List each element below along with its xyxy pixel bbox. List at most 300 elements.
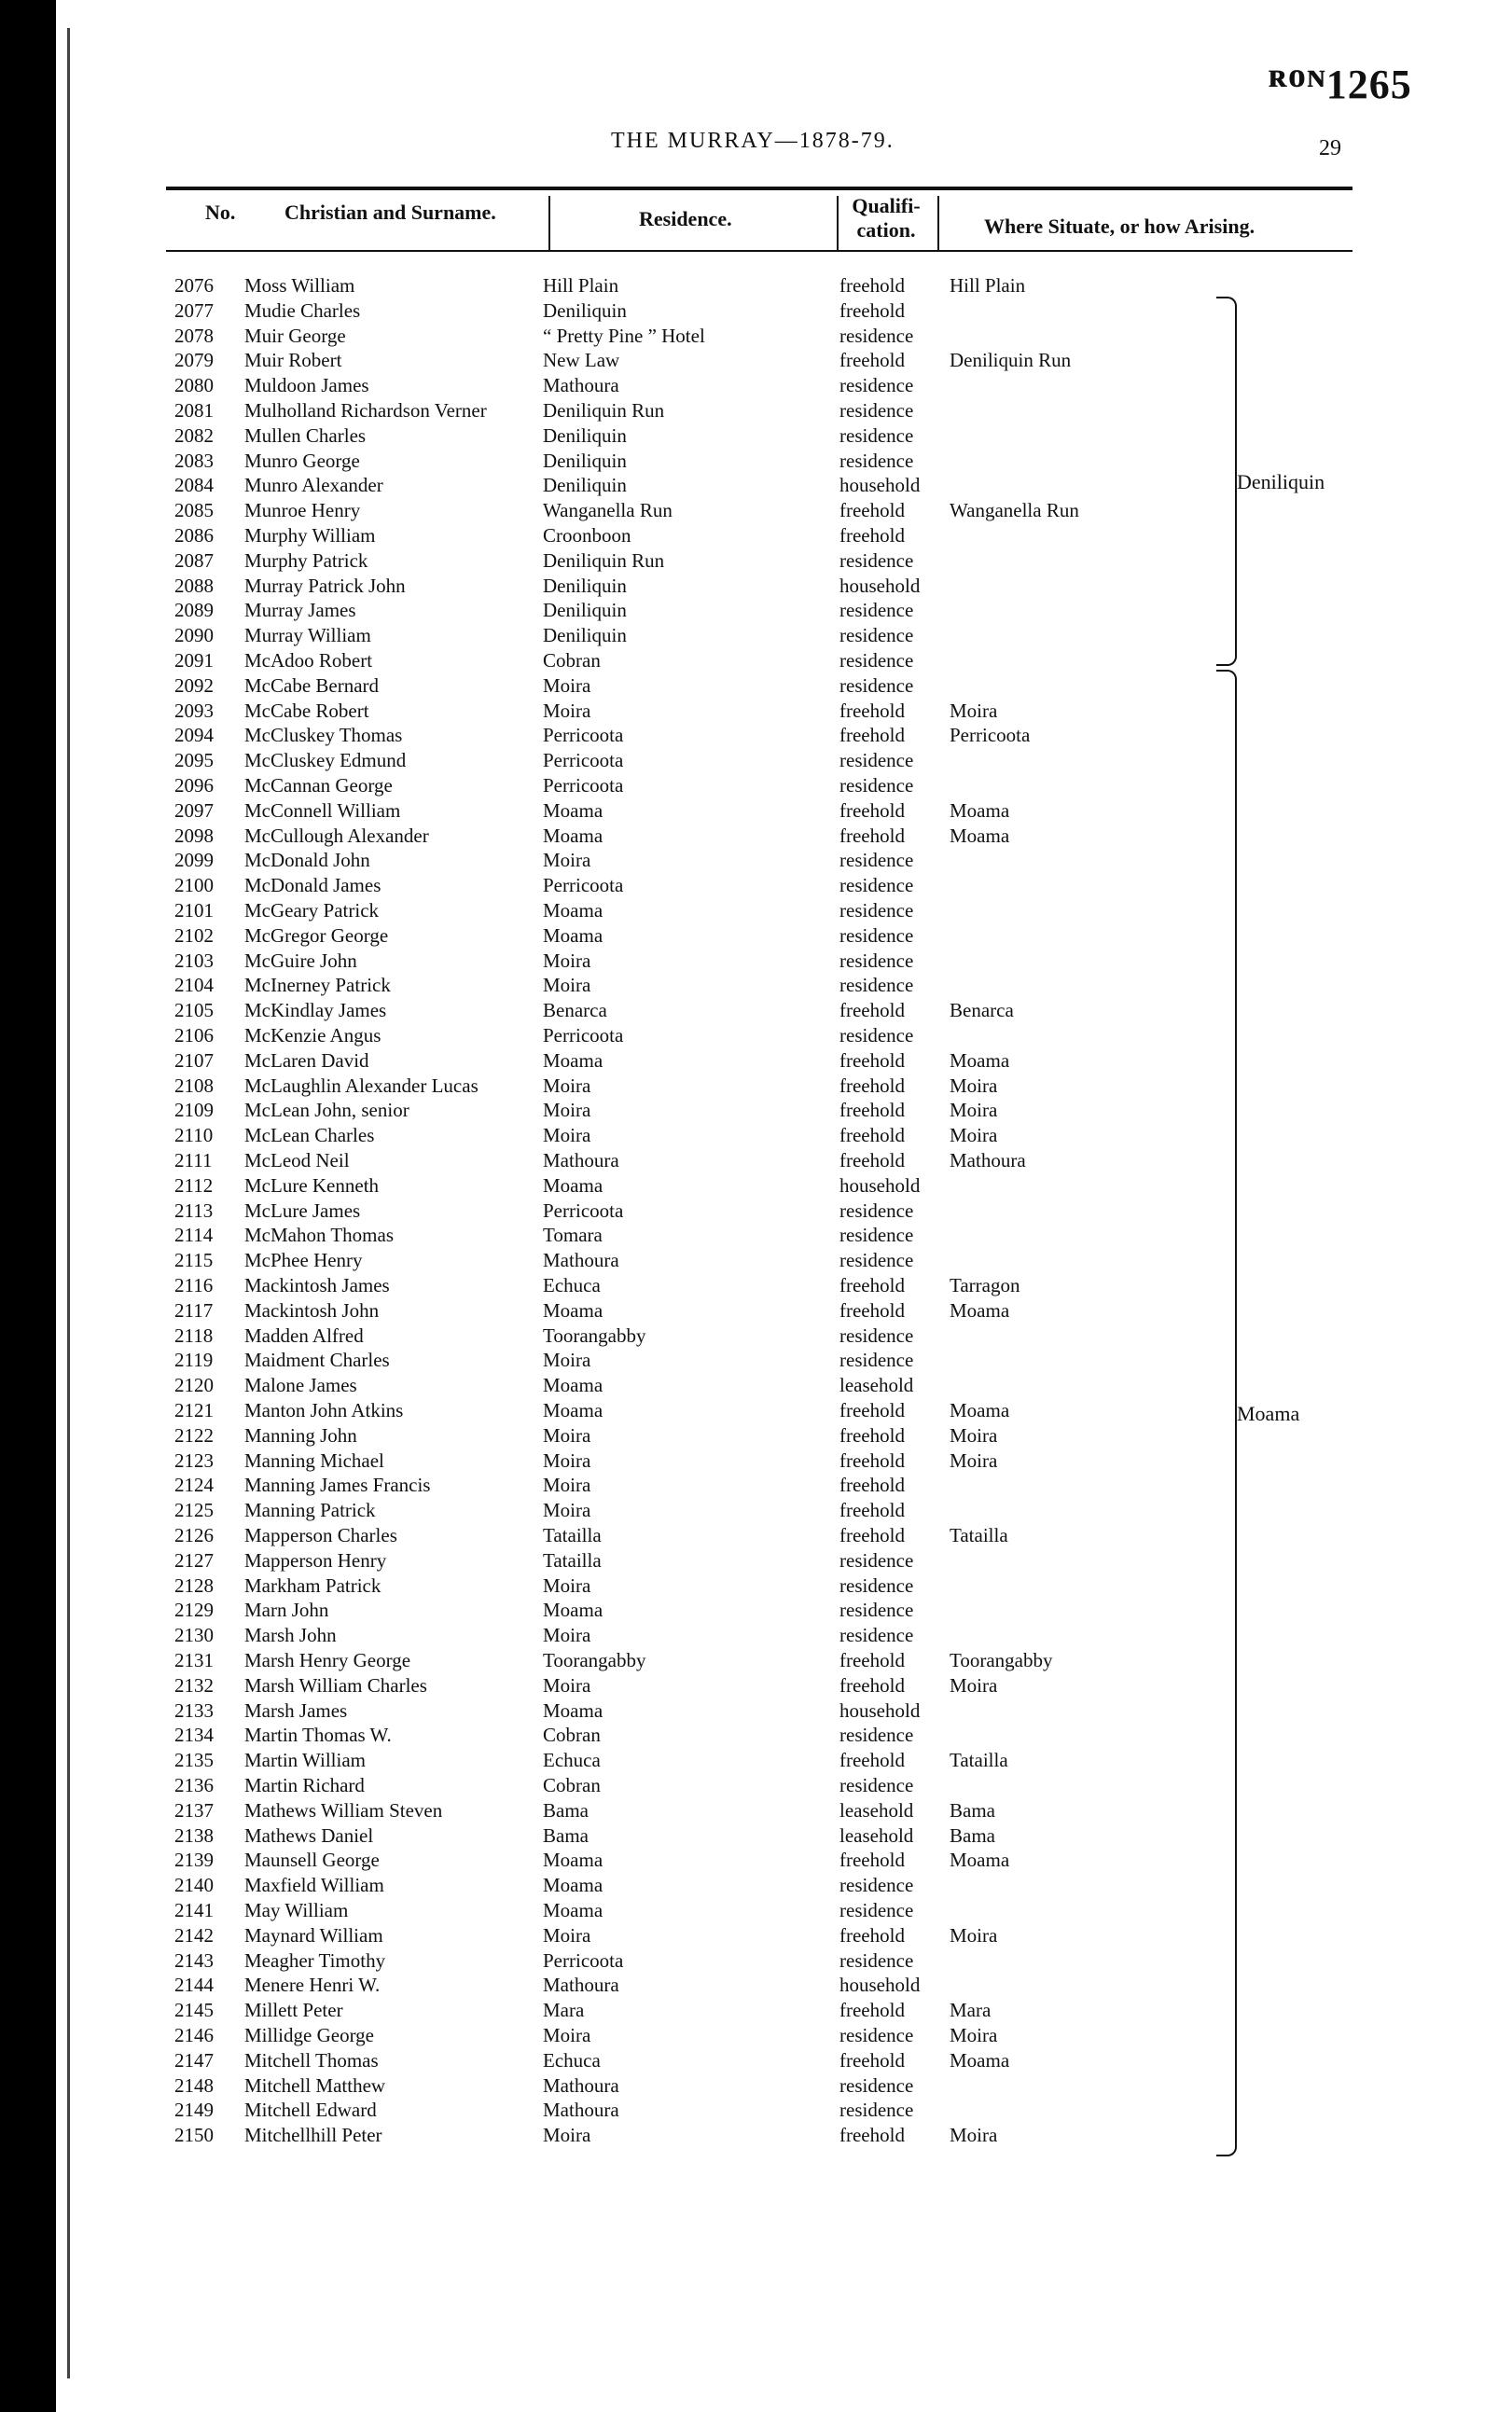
entry-where-situate: Hill Plain (950, 274, 1026, 297)
entry-number: 2081 (174, 399, 214, 422)
table-row (0, 498, 1455, 523)
entry-residence: Deniliquin (543, 298, 627, 322)
table-row (0, 923, 1455, 949)
entry-qualification: residence (839, 1624, 914, 1647)
entry-number: 2093 (174, 699, 214, 722)
entry-qualification: residence (839, 1349, 914, 1372)
entry-name: Mullen Charles (244, 423, 367, 447)
entry-residence: Perricoota (543, 1948, 624, 1972)
col-header-residence: Residence. (639, 207, 732, 230)
entry-number: 2083 (174, 449, 214, 472)
entry-name: Martin Richard (244, 1774, 365, 1796)
entry-residence: Moira (543, 1124, 591, 1147)
table-row (0, 1648, 1455, 1673)
table-row (0, 1273, 1455, 1298)
entry-number: 2135 (174, 1749, 214, 1772)
entry-number: 2136 (174, 1774, 214, 1796)
entry-residence: Mathoura (543, 374, 619, 397)
entry-number: 2079 (174, 349, 214, 372)
entry-residence: Moama (543, 1298, 603, 1322)
table-row (0, 598, 1455, 623)
entry-residence: Echuca (543, 1749, 601, 1772)
entry-number: 2087 (174, 548, 214, 572)
entry-name: McInerney Patrick (244, 974, 391, 997)
entry-qualification: residence (839, 1324, 914, 1347)
entry-qualification: freehold (839, 999, 905, 1022)
entry-number: 2124 (174, 1474, 214, 1497)
entry-name: Mapperson Henry (244, 1548, 387, 1572)
entry-residence: Perricoota (543, 1024, 624, 1047)
entry-name: Manton John Atkins (244, 1399, 404, 1421)
entry-name: Mitchellhill Peter (244, 2124, 382, 2147)
entry-number: 2098 (174, 824, 214, 847)
entry-residence: Wanganella Run (543, 499, 673, 522)
table-row (0, 523, 1455, 548)
entry-name: Muir George (244, 324, 346, 347)
entry-residence: Mathoura (543, 1974, 619, 1997)
table-row (0, 1948, 1455, 1974)
entry-name: Mitchell Matthew (244, 2073, 386, 2097)
entry-qualification: freehold (839, 1449, 905, 1472)
entry-qualification: household (839, 474, 921, 497)
page-number: 29 (1319, 136, 1341, 160)
table-row (0, 398, 1455, 423)
entry-name: Mathews Daniel (244, 1823, 374, 1847)
entry-number: 2116 (174, 1274, 214, 1296)
entry-qualification: residence (839, 649, 914, 672)
entry-number: 2112 (174, 1173, 214, 1197)
entry-name: McGuire John (244, 949, 357, 972)
entry-residence: Moama (543, 1698, 603, 1722)
entry-number: 2078 (174, 324, 214, 347)
entry-name: Markham Patrick (244, 1573, 381, 1597)
entry-name: Marsh John (244, 1624, 337, 1647)
entry-name: Mulholland Richardson Verner (244, 399, 487, 422)
table-row (0, 1173, 1455, 1199)
district-brace (1216, 670, 1237, 2156)
entry-number: 2076 (174, 274, 214, 297)
table-row (0, 1373, 1455, 1398)
entry-number: 2099 (174, 849, 214, 872)
entry-qualification: freehold (839, 1923, 905, 1947)
entry-name: Manning Michael (244, 1449, 384, 1472)
district-brace (1216, 297, 1237, 666)
entry-where-situate: Tatailla (950, 1749, 1008, 1772)
entry-qualification: leasehold (839, 1798, 914, 1822)
entry-name: Maidment Charles (244, 1349, 390, 1372)
entry-qualification: residence (839, 599, 914, 622)
entry-qualification: residence (839, 774, 914, 797)
entry-name: McLaren David (244, 1048, 369, 1072)
table-row (0, 423, 1455, 449)
table-row (0, 1023, 1455, 1048)
entry-name: McCabe Bernard (244, 673, 380, 697)
table-row (0, 1973, 1455, 1998)
entry-name: Murphy Patrick (244, 548, 368, 572)
entry-name: McLean John, senior (244, 1099, 409, 1122)
entry-qualification: freehold (839, 724, 905, 747)
entry-number: 2134 (174, 1724, 214, 1747)
entry-qualification: residence (839, 399, 914, 422)
entry-number: 2129 (174, 1599, 214, 1622)
entry-number: 2119 (174, 1349, 214, 1372)
entry-residence: Cobran (543, 1724, 601, 1747)
entry-number: 2132 (174, 1673, 214, 1697)
entry-number: 2106 (174, 1024, 214, 1047)
entry-qualification: freehold (839, 1649, 905, 1671)
entry-residence: Moira (543, 1099, 591, 1122)
entry-number: 2092 (174, 673, 214, 697)
entry-residence: Croonboon (543, 524, 631, 547)
table-row (0, 373, 1455, 398)
entry-residence: Moira (543, 974, 591, 997)
entry-name: McKindlay James (244, 999, 387, 1022)
entry-name: McKenzie Angus (244, 1024, 381, 1047)
entry-qualification: household (839, 574, 921, 597)
col-divider (837, 196, 839, 252)
entry-where-situate: Moama (950, 1048, 1010, 1072)
entry-name: Munro Alexander (244, 474, 383, 497)
entry-number: 2144 (174, 1974, 214, 1997)
entry-residence: Moama (543, 1399, 603, 1421)
entry-residence: Deniliquin (543, 574, 627, 597)
table-row (0, 748, 1455, 773)
table-row (0, 1098, 1455, 1123)
table-row (0, 273, 1455, 298)
entry-residence: Deniliquin (543, 599, 627, 622)
district-label: Moama (1237, 1402, 1300, 1425)
entry-qualification: freehold (839, 2048, 905, 2072)
entry-residence: Mathoura (543, 1149, 619, 1171)
col-divider (548, 196, 550, 252)
table-row (0, 623, 1455, 648)
entry-qualification: residence (839, 949, 914, 972)
entry-where-situate: Moira (950, 1923, 998, 1947)
table-row (0, 1673, 1455, 1698)
entry-qualification: freehold (839, 1298, 905, 1322)
entry-where-situate: Perricoota (950, 724, 1031, 747)
entry-name: McCannan George (244, 774, 393, 797)
entry-number: 2130 (174, 1624, 214, 1647)
entry-name: Mitchell Thomas (244, 2048, 379, 2072)
entry-qualification: freehold (839, 349, 905, 372)
table-row (0, 1848, 1455, 1873)
entry-residence: Benarca (543, 999, 607, 1022)
entry-number: 2115 (174, 1249, 214, 1272)
entry-qualification: residence (839, 449, 914, 472)
entry-qualification: leasehold (839, 1374, 914, 1397)
entry-qualification: residence (839, 2073, 914, 2097)
entry-qualification: freehold (839, 798, 905, 822)
entry-number: 2145 (174, 1999, 214, 2022)
entry-qualification: residence (839, 1024, 914, 1047)
entry-residence: Mara (543, 1999, 585, 2022)
entry-residence: Moira (543, 1074, 591, 1097)
entry-name: McLeod Neil (244, 1149, 350, 1171)
entry-where-situate: Moama (950, 2048, 1010, 2072)
entry-name: Millett Peter (244, 1999, 343, 2022)
entry-number: 2137 (174, 1798, 214, 1822)
table-row (0, 1923, 1455, 1948)
table-row (0, 723, 1455, 748)
entry-where-situate: Moama (950, 1298, 1010, 1322)
entry-qualification: freehold (839, 1749, 905, 1772)
entry-residence: Cobran (543, 1774, 601, 1796)
entry-number: 2082 (174, 423, 214, 447)
entry-where-situate: Wanganella Run (950, 499, 1079, 522)
table-row (0, 798, 1455, 824)
table-row (0, 298, 1455, 324)
entry-residence: Moira (543, 1673, 591, 1697)
entry-number: 2100 (174, 874, 214, 897)
entry-where-situate: Deniliquin Run (950, 349, 1072, 372)
table-row (0, 2123, 1455, 2148)
entry-name: McConnell William (244, 798, 401, 822)
table-row (0, 1773, 1455, 1798)
col-header-qualification: Qualifi-cation. (852, 194, 921, 242)
table-row (0, 898, 1455, 923)
table-row (0, 1048, 1455, 1074)
entry-qualification: residence (839, 673, 914, 697)
entry-number: 2091 (174, 649, 214, 672)
entry-name: McCluskey Edmund (244, 749, 407, 772)
entry-name: McLaughlin Alexander Lucas (244, 1074, 479, 1097)
entry-residence: Moira (543, 1573, 591, 1597)
entry-name: McLean Charles (244, 1124, 375, 1147)
entry-residence: Moama (543, 1874, 603, 1897)
entry-where-situate: Toorangabby (950, 1649, 1053, 1671)
entry-name: Murphy William (244, 524, 376, 547)
table-row (0, 2098, 1455, 2123)
entry-residence: Moira (543, 949, 591, 972)
entry-residence: Moama (543, 923, 603, 947)
entry-qualification: household (839, 1698, 921, 1722)
table-row (0, 2023, 1455, 2048)
entry-residence: Toorangabby (543, 1324, 646, 1347)
entry-qualification: residence (839, 624, 914, 647)
entry-qualification: residence (839, 548, 914, 572)
entry-number: 2108 (174, 1074, 214, 1097)
table-row (0, 949, 1455, 974)
entry-name: Mackintosh John (244, 1298, 380, 1322)
entry-number: 2147 (174, 2048, 214, 2072)
entry-number: 2125 (174, 1499, 214, 1522)
entry-residence: Moira (543, 2024, 591, 2046)
table-row (0, 1548, 1455, 1573)
entry-where-situate: Moira (950, 1673, 998, 1697)
entry-where-situate: Moira (950, 1423, 998, 1447)
running-title: THE MURRAY—1878-79. (611, 129, 895, 153)
table-row (0, 1348, 1455, 1373)
entry-name: McGeary Patrick (244, 899, 380, 922)
entry-number: 2117 (174, 1298, 214, 1322)
entry-name: Martin Thomas W. (244, 1724, 392, 1747)
entry-number: 2085 (174, 499, 214, 522)
entry-number: 2089 (174, 599, 214, 622)
entry-qualification: residence (839, 2099, 914, 2122)
entry-number: 2109 (174, 1099, 214, 1122)
entry-qualification: freehold (839, 1149, 905, 1171)
entry-residence: Toorangabby (543, 1649, 646, 1671)
table-row (0, 1498, 1455, 1523)
table-row (0, 1623, 1455, 1648)
entry-number: 2101 (174, 899, 214, 922)
entry-qualification: freehold (839, 1499, 905, 1522)
entry-qualification: freehold (839, 1124, 905, 1147)
entry-where-situate: Moama (950, 798, 1010, 822)
entry-where-situate: Bama (950, 1798, 995, 1822)
entry-where-situate: Moama (950, 1849, 1010, 1872)
entry-qualification: freehold (839, 1524, 905, 1546)
table-row (0, 1324, 1455, 1349)
entry-qualification: freehold (839, 524, 905, 547)
table-row (0, 1823, 1455, 1849)
entry-residence: Moira (543, 1923, 591, 1947)
entry-number: 2138 (174, 1823, 214, 1847)
entry-name: Munroe Henry (244, 499, 361, 522)
entry-where-situate: Moira (950, 699, 998, 722)
entry-number: 2131 (174, 1649, 214, 1671)
entry-qualification: leasehold (839, 1823, 914, 1847)
entry-where-situate: Moira (950, 1124, 998, 1147)
entry-residence: Perricoota (543, 724, 624, 747)
entry-qualification: residence (839, 2024, 914, 2046)
entry-qualification: freehold (839, 1849, 905, 1872)
table-row (0, 1723, 1455, 1748)
entry-name: May William (244, 1899, 349, 1921)
entry-qualification: freehold (839, 1423, 905, 1447)
entry-qualification: residence (839, 374, 914, 397)
table-row (0, 2048, 1455, 2073)
entry-residence: Cobran (543, 649, 601, 672)
col-divider (937, 196, 939, 252)
entry-where-situate: Moira (950, 2024, 998, 2046)
entry-where-situate: Moira (950, 1074, 998, 1097)
entry-qualification: residence (839, 1599, 914, 1622)
entry-number: 2103 (174, 949, 214, 972)
entry-number: 2139 (174, 1849, 214, 1872)
entry-number: 2095 (174, 749, 214, 772)
district-label: Deniliquin (1237, 470, 1325, 493)
entry-name: Maynard William (244, 1923, 383, 1947)
table-row (0, 1698, 1455, 1724)
table-row (0, 1998, 1455, 2023)
table-row (0, 324, 1455, 349)
entry-where-situate: Mara (950, 1999, 992, 2022)
entry-residence: Moira (543, 1474, 591, 1497)
entry-qualification: residence (839, 899, 914, 922)
entry-qualification: residence (839, 1774, 914, 1796)
entry-name: Muldoon James (244, 374, 369, 397)
entry-residence: Moira (543, 699, 591, 722)
entry-qualification: freehold (839, 274, 905, 297)
entry-residence: Moama (543, 899, 603, 922)
table-row (0, 1449, 1455, 1474)
entry-residence: Deniliquin (543, 624, 627, 647)
entry-name: McGregor George (244, 923, 389, 947)
entry-residence: Moira (543, 1499, 591, 1522)
entry-name: McCabe Robert (244, 699, 369, 722)
entry-residence: Hill Plain (543, 274, 619, 297)
entry-number: 2110 (174, 1124, 214, 1147)
entry-name: McCluskey Thomas (244, 724, 403, 747)
entry-qualification: residence (839, 1249, 914, 1272)
entry-name: McDonald James (244, 874, 381, 897)
table-row (0, 973, 1455, 998)
entry-residence: Perricoota (543, 749, 624, 772)
entry-residence: Moama (543, 1849, 603, 1872)
entry-name: Murray Patrick John (244, 574, 406, 597)
entry-qualification: freehold (839, 1999, 905, 2022)
entry-residence: Mathoura (543, 1249, 619, 1272)
entry-residence: Echuca (543, 2048, 601, 2072)
entry-qualification: freehold (839, 1399, 905, 1421)
table-row (0, 1573, 1455, 1599)
entry-name: McLure Kenneth (244, 1173, 380, 1197)
table-row (0, 824, 1455, 849)
entry-qualification: freehold (839, 1074, 905, 1097)
entry-residence: Moama (543, 1374, 603, 1397)
entry-residence: Moama (543, 824, 603, 847)
entry-residence: Tatailla (543, 1524, 602, 1546)
entry-where-situate: Bama (950, 1823, 995, 1847)
entry-residence: Deniliquin Run (543, 399, 665, 422)
entry-name: Marsh Henry George (244, 1649, 411, 1671)
entry-residence: Moira (543, 1624, 591, 1647)
entry-name: Murray James (244, 599, 356, 622)
entry-number: 2150 (174, 2124, 214, 2147)
entry-residence: Deniliquin (543, 423, 627, 447)
entry-name: Muir Robert (244, 349, 342, 372)
entry-residence: Moira (543, 1449, 591, 1472)
entry-name: Manning James Francis (244, 1474, 431, 1497)
entry-number: 2104 (174, 974, 214, 997)
entry-qualification: residence (839, 1724, 914, 1747)
entry-residence: Moama (543, 1048, 603, 1072)
entry-number: 2088 (174, 574, 214, 597)
entry-residence: Tomara (543, 1224, 603, 1247)
entry-number: 2102 (174, 923, 214, 947)
entry-number: 2143 (174, 1948, 214, 1972)
entry-where-situate: Mathoura (950, 1149, 1026, 1171)
entry-qualification: household (839, 1173, 921, 1197)
entry-residence: Perricoota (543, 1199, 624, 1222)
entry-residence: Moira (543, 2124, 591, 2147)
entry-residence: Deniliquin (543, 449, 627, 472)
entry-where-situate: Tarragon (950, 1274, 1020, 1296)
entry-qualification: residence (839, 1899, 914, 1921)
col-header-name: Christian and Surname. (284, 201, 496, 224)
entry-residence: “ Pretty Pine ” Hotel (543, 324, 705, 347)
entry-number: 2122 (174, 1423, 214, 1447)
table-row (0, 1523, 1455, 1548)
table-row (0, 1748, 1455, 1773)
table-row (0, 848, 1455, 873)
entry-number: 2123 (174, 1449, 214, 1472)
entry-number: 2121 (174, 1399, 214, 1421)
entry-qualification: residence (839, 1224, 914, 1247)
entry-qualification: residence (839, 324, 914, 347)
entry-where-situate: Tatailla (950, 1524, 1008, 1546)
entry-qualification: freehold (839, 1099, 905, 1122)
table-row (0, 1798, 1455, 1823)
entry-qualification: residence (839, 1948, 914, 1972)
entry-number: 2141 (174, 1899, 214, 1921)
entry-number: 2090 (174, 624, 214, 647)
table-row (0, 998, 1455, 1023)
entry-residence: Perricoota (543, 774, 624, 797)
table-row (0, 1298, 1455, 1324)
